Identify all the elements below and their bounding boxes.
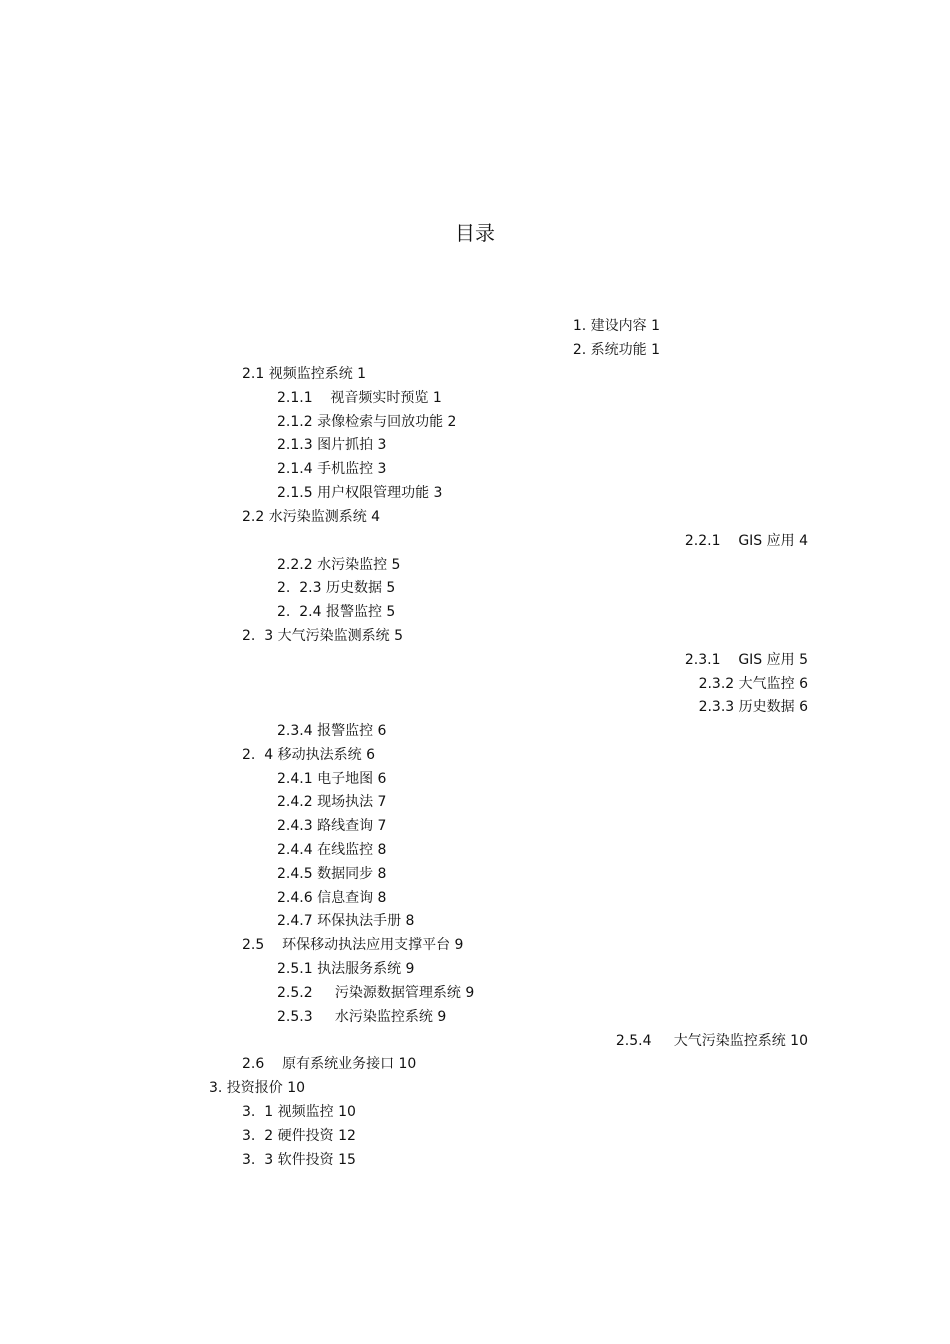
toc-entry[interactable]: 2.3.4 报警监控 6 (277, 723, 387, 739)
toc-entry[interactable]: 2.5.2 污染源数据管理系统 9 (277, 985, 475, 1001)
toc-entry[interactable]: 2.5.1 执法服务系统 9 (277, 961, 415, 977)
toc-entry[interactable]: 2. 2.4 报警监控 5 (277, 604, 396, 620)
toc-entry[interactable]: 2.3.3 历史数据 6 (698, 699, 808, 715)
toc-entry[interactable]: 2.2.2 水污染监控 5 (277, 557, 401, 573)
toc-entry[interactable]: 3. 2 硬件投资 12 (242, 1128, 356, 1144)
toc-entry[interactable]: 2. 系统功能 1 (572, 342, 660, 358)
toc-entry[interactable]: 2.1.2 录像检索与回放功能 2 (277, 414, 457, 430)
toc-entry[interactable]: 2.4.2 现场执法 7 (277, 794, 387, 810)
toc-entry[interactable]: 2. 4 移动执法系统 6 (242, 747, 375, 763)
toc-entry[interactable]: 2.6 原有系统业务接口 10 (242, 1056, 417, 1072)
toc-entry[interactable]: 3. 3 软件投资 15 (242, 1152, 356, 1168)
toc-entry[interactable]: 2.1.5 用户权限管理功能 3 (277, 485, 443, 501)
toc-entry[interactable]: 2.1.4 手机监控 3 (277, 461, 387, 477)
toc-entry[interactable]: 2.3.1 GIS 应用 5 (684, 652, 808, 668)
toc-entry[interactable]: 2. 3 大气污染监测系统 5 (242, 628, 403, 644)
toc-entry[interactable]: 2.5.4 大气污染监控系统 10 (615, 1033, 808, 1049)
toc-entry[interactable]: 2.4.1 电子地图 6 (277, 771, 387, 787)
toc-entry[interactable]: 3. 投资报价 10 (209, 1080, 306, 1096)
toc-entry[interactable]: 2.5 环保移动执法应用支撑平台 9 (242, 937, 464, 953)
toc-entry[interactable]: 2.4.7 环保执法手册 8 (277, 913, 415, 929)
toc-entry[interactable]: 2.4.3 路线查询 7 (277, 818, 387, 834)
toc-entry[interactable]: 2.4.6 信息查询 8 (277, 890, 387, 906)
toc-entry[interactable]: 1. 建设内容 1 (572, 318, 660, 334)
toc-entry[interactable]: 2.4.4 在线监控 8 (277, 842, 387, 858)
toc-entry[interactable]: 2.2 水污染监测系统 4 (242, 509, 381, 525)
toc-entry[interactable]: 2. 2.3 历史数据 5 (277, 580, 396, 596)
toc-entry[interactable]: 2.2.1 GIS 应用 4 (684, 533, 808, 549)
toc-entry[interactable]: 2.1 视频监控系统 1 (242, 366, 367, 382)
toc-entry[interactable]: 2.1.1 视音频实时预览 1 (277, 390, 442, 406)
toc-entry[interactable]: 2.5.3 水污染监控系统 9 (277, 1009, 447, 1025)
toc-entry[interactable]: 2.4.5 数据同步 8 (277, 866, 387, 882)
toc-entry[interactable]: 2.1.3 图片抓拍 3 (277, 437, 387, 453)
toc-entry[interactable]: 3. 1 视频监控 10 (242, 1104, 356, 1120)
toc-entry[interactable]: 2.3.2 大气监控 6 (698, 676, 808, 692)
page-title: 目录 (455, 221, 495, 245)
